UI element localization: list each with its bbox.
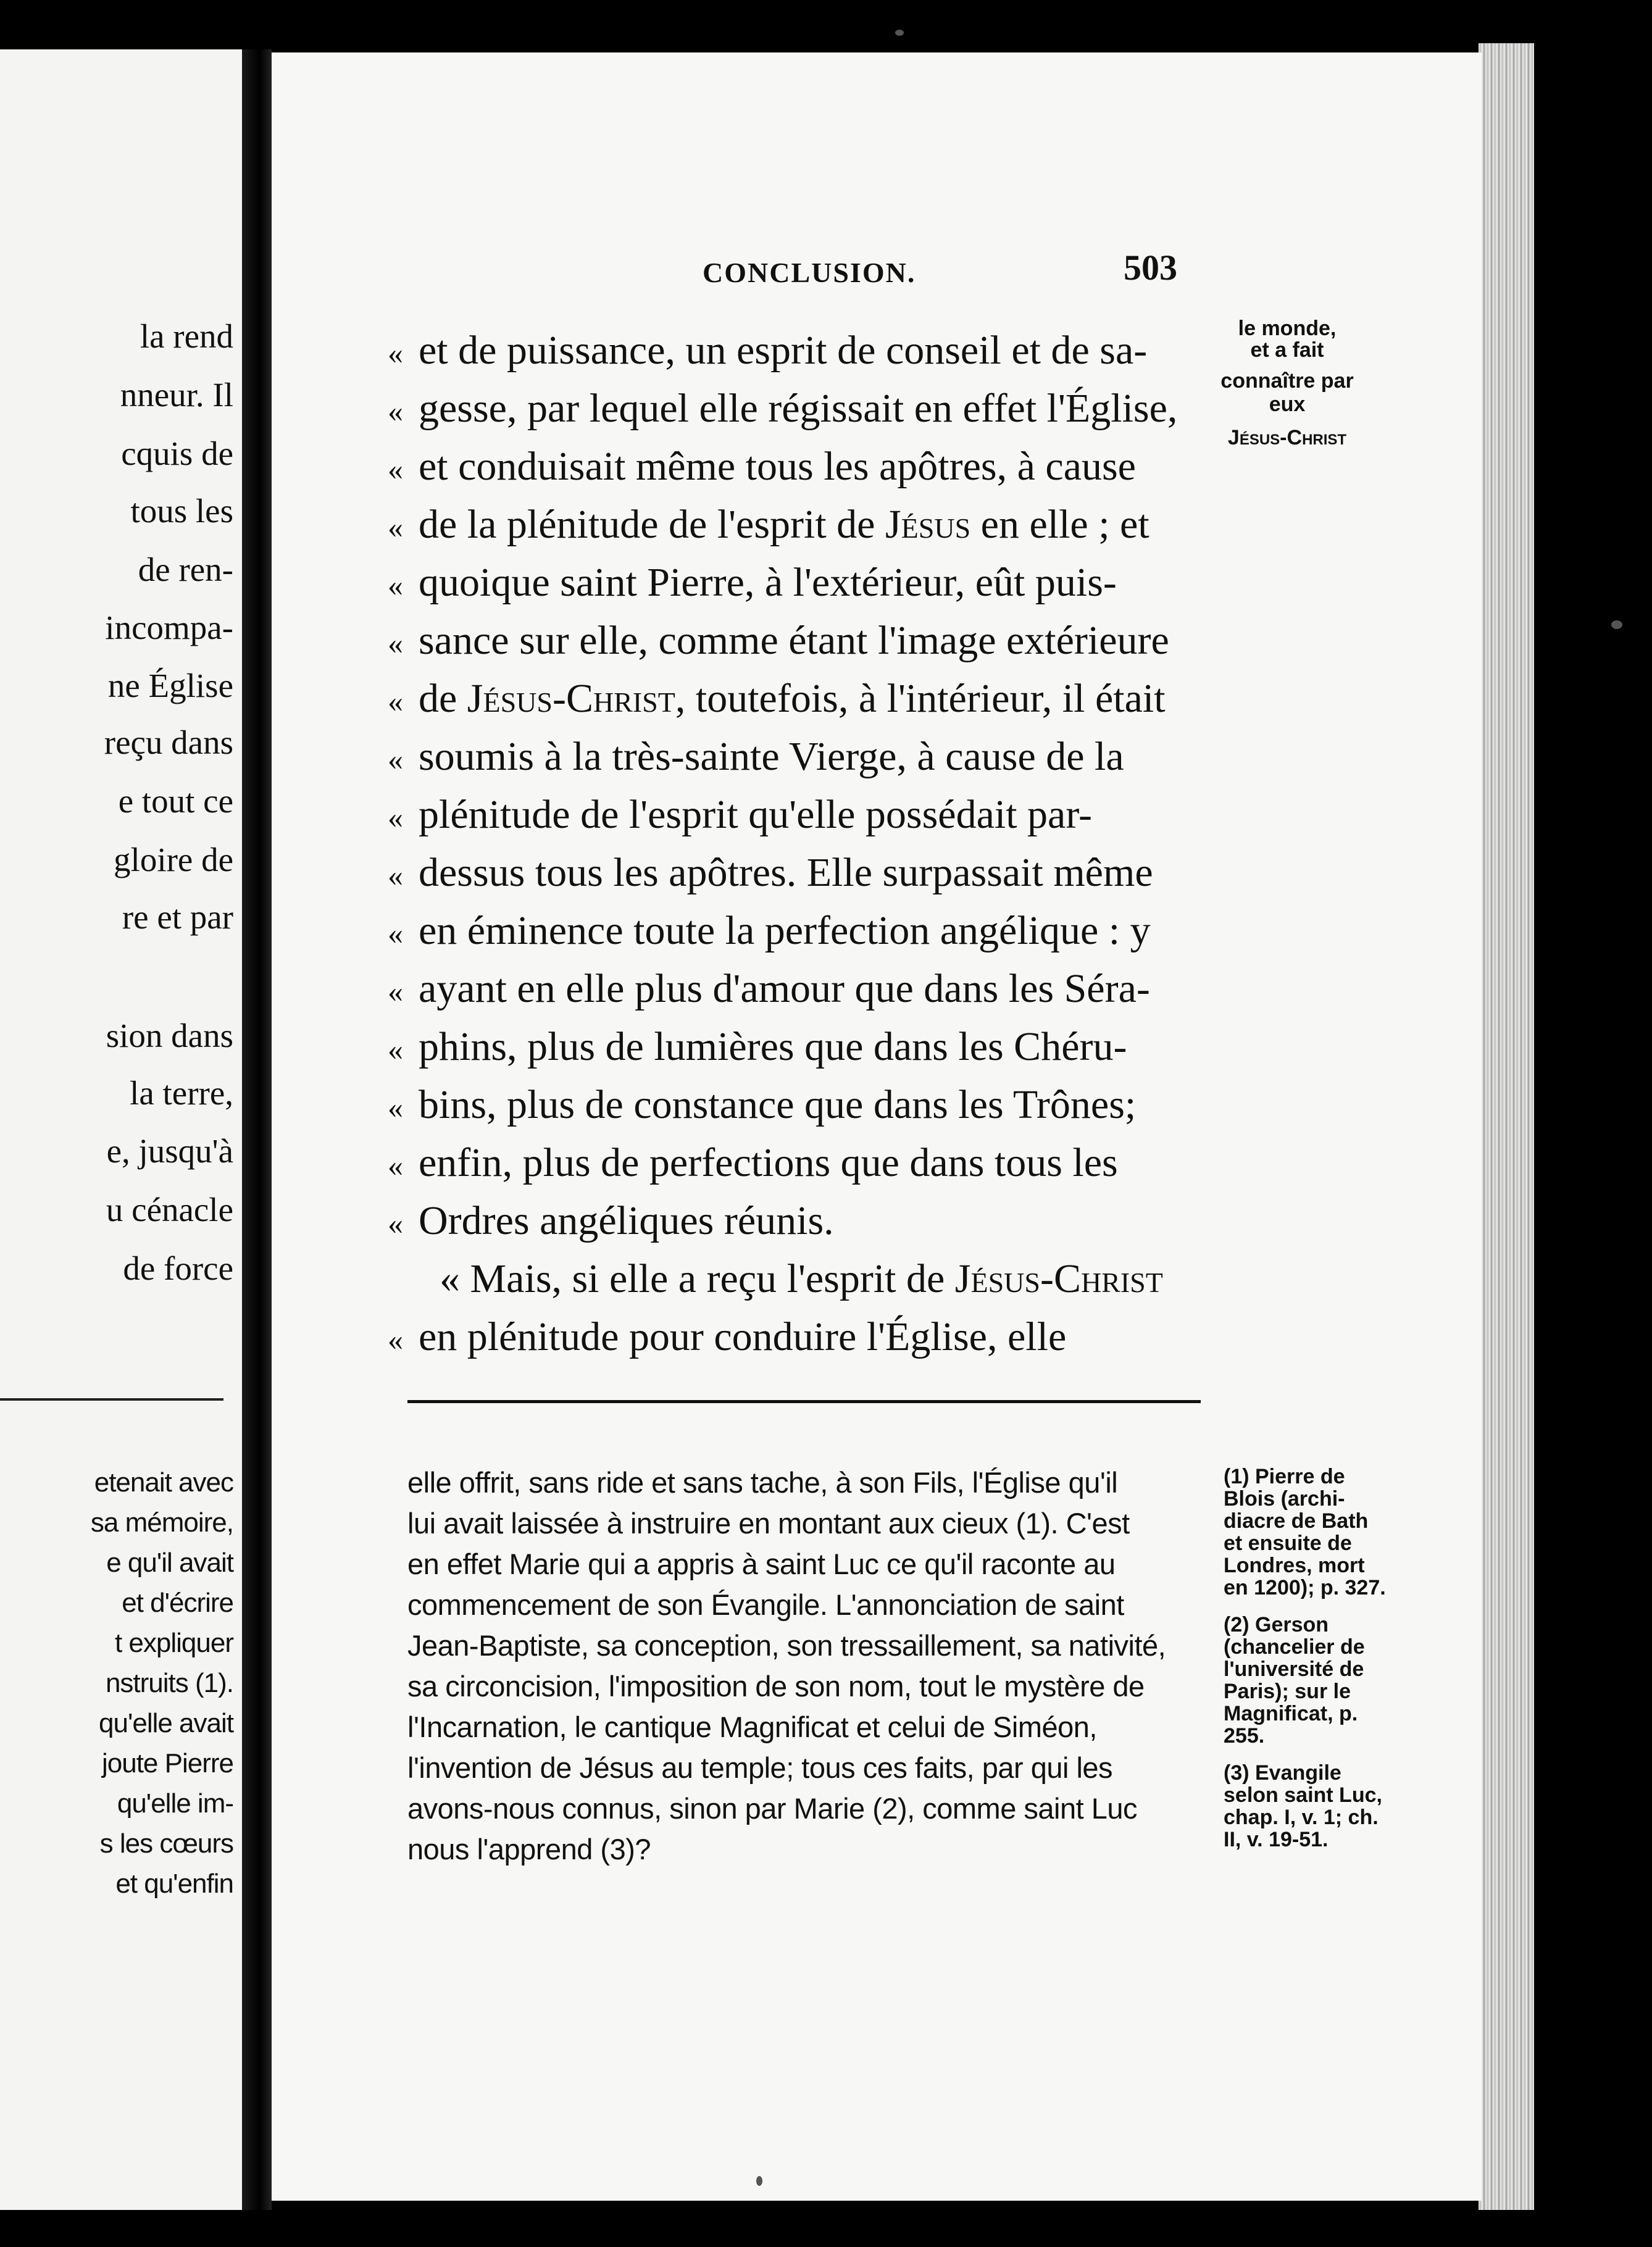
side-footnote-line: selon saint Luc, (1224, 1783, 1382, 1807)
side-footnote-line: diacre de Bath (1224, 1509, 1369, 1533)
left-page (0, 49, 242, 2210)
left-page-line: la rend (140, 317, 233, 355)
guillemet: « (388, 1032, 403, 1067)
side-footnote-line: chap. I, v. 1; ch. (1224, 1806, 1379, 1829)
footnote-line: avons-nous connus, sinon par Marie (2), comme saint Luc (407, 1792, 1138, 1825)
left-page-line: la terre, (130, 1074, 233, 1112)
left-footnote-line: qu'elle avait (99, 1708, 233, 1738)
left-page-line: u cénacle (106, 1191, 233, 1228)
text-line (388, 794, 1092, 835)
line-text: ayant en elle plus d'amour que dans les Séra- (419, 966, 1150, 1011)
left-footnote-line: et qu'enfin (115, 1869, 233, 1899)
guillemet: « (388, 858, 403, 893)
line-text: , toutefois, à l'intérieur, il était (675, 676, 1166, 721)
line-text: sance sur elle, comme étant l'image extérieure (419, 618, 1169, 663)
side-footnote-line: en 1200); p. 327. (1224, 1576, 1386, 1599)
guillemet: « (388, 1322, 403, 1357)
text-line (388, 562, 1117, 603)
left-footnote-line: nstruits (1). (105, 1668, 233, 1698)
footnote-line: elle offrit, sans ride et sans tache, à son Fils, l'Église qu'il (407, 1466, 1118, 1499)
guillemet: « (388, 1090, 403, 1125)
margin-note-line: eux (1269, 393, 1306, 416)
left-footnote-line: et d'écrire (122, 1588, 233, 1618)
small-caps-name: Jésus (885, 502, 971, 547)
line-text: quoique saint Pierre, à l'extérieur, eût puis- (419, 560, 1117, 605)
side-footnote-line: (1) Pierre de (1224, 1465, 1345, 1488)
text-line (388, 850, 1153, 895)
line-text: en éminence toute la perfection angélique : y (419, 908, 1151, 953)
footnote-line: nous l'apprend (3)? (407, 1833, 651, 1866)
guillemet: « (388, 568, 403, 602)
scan-speck (756, 2176, 762, 2186)
text-line (388, 908, 1151, 953)
guillemet: « (388, 394, 403, 428)
left-footnote-rule (0, 1398, 223, 1401)
side-footnote-line: Paris); sur le (1224, 1680, 1351, 1703)
side-footnote-line: (3) Evangile (1224, 1761, 1341, 1785)
line-text: dessus tous les apôtres. Elle surpassait même (419, 850, 1153, 895)
text-line (388, 388, 1177, 429)
footnote-line: sa circoncision, l'imposition de son nom, tout le mystère de (407, 1670, 1145, 1703)
line-text: bins, plus de constance que dans les Trônes; (419, 1082, 1137, 1127)
line-text: de (419, 676, 467, 721)
text-line (388, 736, 1124, 777)
left-footnote-line: etenait avec (94, 1467, 233, 1498)
margin-note-line: le monde, (1238, 317, 1337, 340)
left-page-line: tous les (130, 492, 233, 530)
left-footnote-line: s les cœurs (99, 1828, 233, 1859)
text-line (388, 1198, 834, 1243)
line-text: « Mais, si elle a reçu l'esprit de (440, 1256, 955, 1301)
left-page-line: reçu dans (104, 723, 233, 761)
line-text: phins, plus de lumières que dans les Chéru- (419, 1024, 1127, 1069)
line-text: de la plénitude de l'esprit de (419, 502, 885, 547)
left-page-line: de force (123, 1249, 233, 1287)
left-footnote-line: joute Pierre (101, 1748, 233, 1778)
line-text: plénitude de l'esprit qu'elle possédait par- (419, 792, 1092, 837)
small-caps-name: Jésus-Christ (954, 1256, 1163, 1301)
line-text: Ordres angéliques réunis. (419, 1198, 834, 1243)
footnote-line: lui avait laissée à instruire en montant aux cieux (1). C'est (407, 1507, 1130, 1540)
side-footnote-line: (2) Gerson (1224, 1613, 1329, 1636)
left-footnote-line: t expliquer (114, 1628, 233, 1658)
guillemet: « (388, 336, 403, 370)
guillemet: « (388, 452, 403, 486)
left-page-line: cquis de (121, 435, 233, 472)
left-page-line: ne Église (107, 667, 233, 704)
text-line (388, 1024, 1127, 1069)
text-line (388, 1082, 1137, 1127)
footnote-line: commencement de son Évangile. L'annonciation de saint (407, 1588, 1124, 1621)
footnote-line: Jean-Baptiste, sa conception, son tressaillement, sa nativité, (407, 1629, 1166, 1662)
line-text: et conduisait même tous les apôtres, à cause (419, 444, 1136, 489)
footnote-rule (407, 1400, 1201, 1403)
left-footnote-line: sa mémoire, (90, 1507, 233, 1538)
scan-speck (895, 30, 904, 36)
footnote-line: l'Incarnation, le cantique Magnificat et celui de Siméon, (407, 1711, 1097, 1743)
line-text: et de puissance, un esprit de conseil et de sa- (419, 328, 1148, 373)
guillemet: « (388, 916, 403, 951)
text-line (388, 1140, 1118, 1185)
line-text: en elle ; et (970, 502, 1149, 547)
page-edges (1479, 43, 1534, 2210)
footnote-line: en effet Marie qui a appris à saint Luc ce qu'il raconte au (407, 1548, 1116, 1580)
margin-note-line: connaître par (1220, 369, 1354, 393)
footnote-line: l'invention de Jésus au temple; tous ces faits, par qui les (407, 1751, 1113, 1784)
line-text: soumis à la très-sainte Vierge, à cause de la (419, 734, 1124, 779)
left-page-line: incompa- (105, 609, 233, 646)
text-line (388, 1314, 1067, 1359)
side-footnote-line: Blois (archi- (1224, 1487, 1345, 1511)
guillemet: « (388, 1206, 403, 1241)
side-footnote-line: et ensuite de (1224, 1532, 1352, 1555)
side-footnote-line: II, v. 19-51. (1224, 1828, 1329, 1851)
text-line (388, 678, 1166, 719)
side-footnote-line: (chancelier de (1224, 1635, 1365, 1659)
side-footnote-line: Magnificat, p. (1224, 1702, 1358, 1725)
line-text: gesse, par lequel elle régissait en effet l'Église, (419, 386, 1178, 431)
text-line (388, 330, 1147, 371)
guillemet: « (388, 510, 403, 544)
text-line (388, 620, 1169, 661)
side-footnote-line: l'université de (1224, 1657, 1364, 1681)
left-footnote-line: qu'elle im- (117, 1788, 233, 1819)
text-line (440, 1256, 1163, 1301)
side-footnote-line: 255. (1224, 1724, 1265, 1748)
text-line (388, 504, 1149, 545)
running-head: CONCLUSION. (703, 257, 916, 288)
guillemet: « (388, 626, 403, 661)
left-page-line: de ren- (138, 551, 233, 588)
left-footnote-line: e qu'il avait (106, 1548, 233, 1578)
text-line (388, 966, 1150, 1011)
left-page-line: e, jusqu'à (106, 1132, 233, 1170)
left-page-line: gloire de (114, 841, 233, 878)
guillemet: « (388, 800, 403, 835)
line-text: enfin, plus de perfections que dans tous les (419, 1140, 1118, 1185)
margin-note-name: Jésus-Christ (1227, 426, 1347, 449)
left-page-line: nneur. Il (120, 376, 233, 414)
scan-speck (1611, 620, 1622, 629)
guillemet: « (388, 684, 403, 719)
guillemet: « (388, 974, 403, 1009)
guillemet: « (388, 742, 403, 777)
small-caps-name: Jésus-Christ (467, 676, 675, 721)
guillemet: « (388, 1148, 403, 1183)
line-text: en plénitude pour conduire l'Église, elle (419, 1314, 1067, 1359)
side-footnote-line: Londres, mort (1224, 1554, 1365, 1577)
book-gutter (242, 49, 272, 2210)
margin-note-line: et a fait (1250, 338, 1324, 362)
left-page-line: sion dans (106, 1017, 233, 1054)
left-page-line: re et par (122, 898, 233, 936)
left-page-line: e tout ce (118, 782, 233, 820)
text-line (388, 446, 1136, 487)
page-number: 503 (1124, 248, 1177, 288)
